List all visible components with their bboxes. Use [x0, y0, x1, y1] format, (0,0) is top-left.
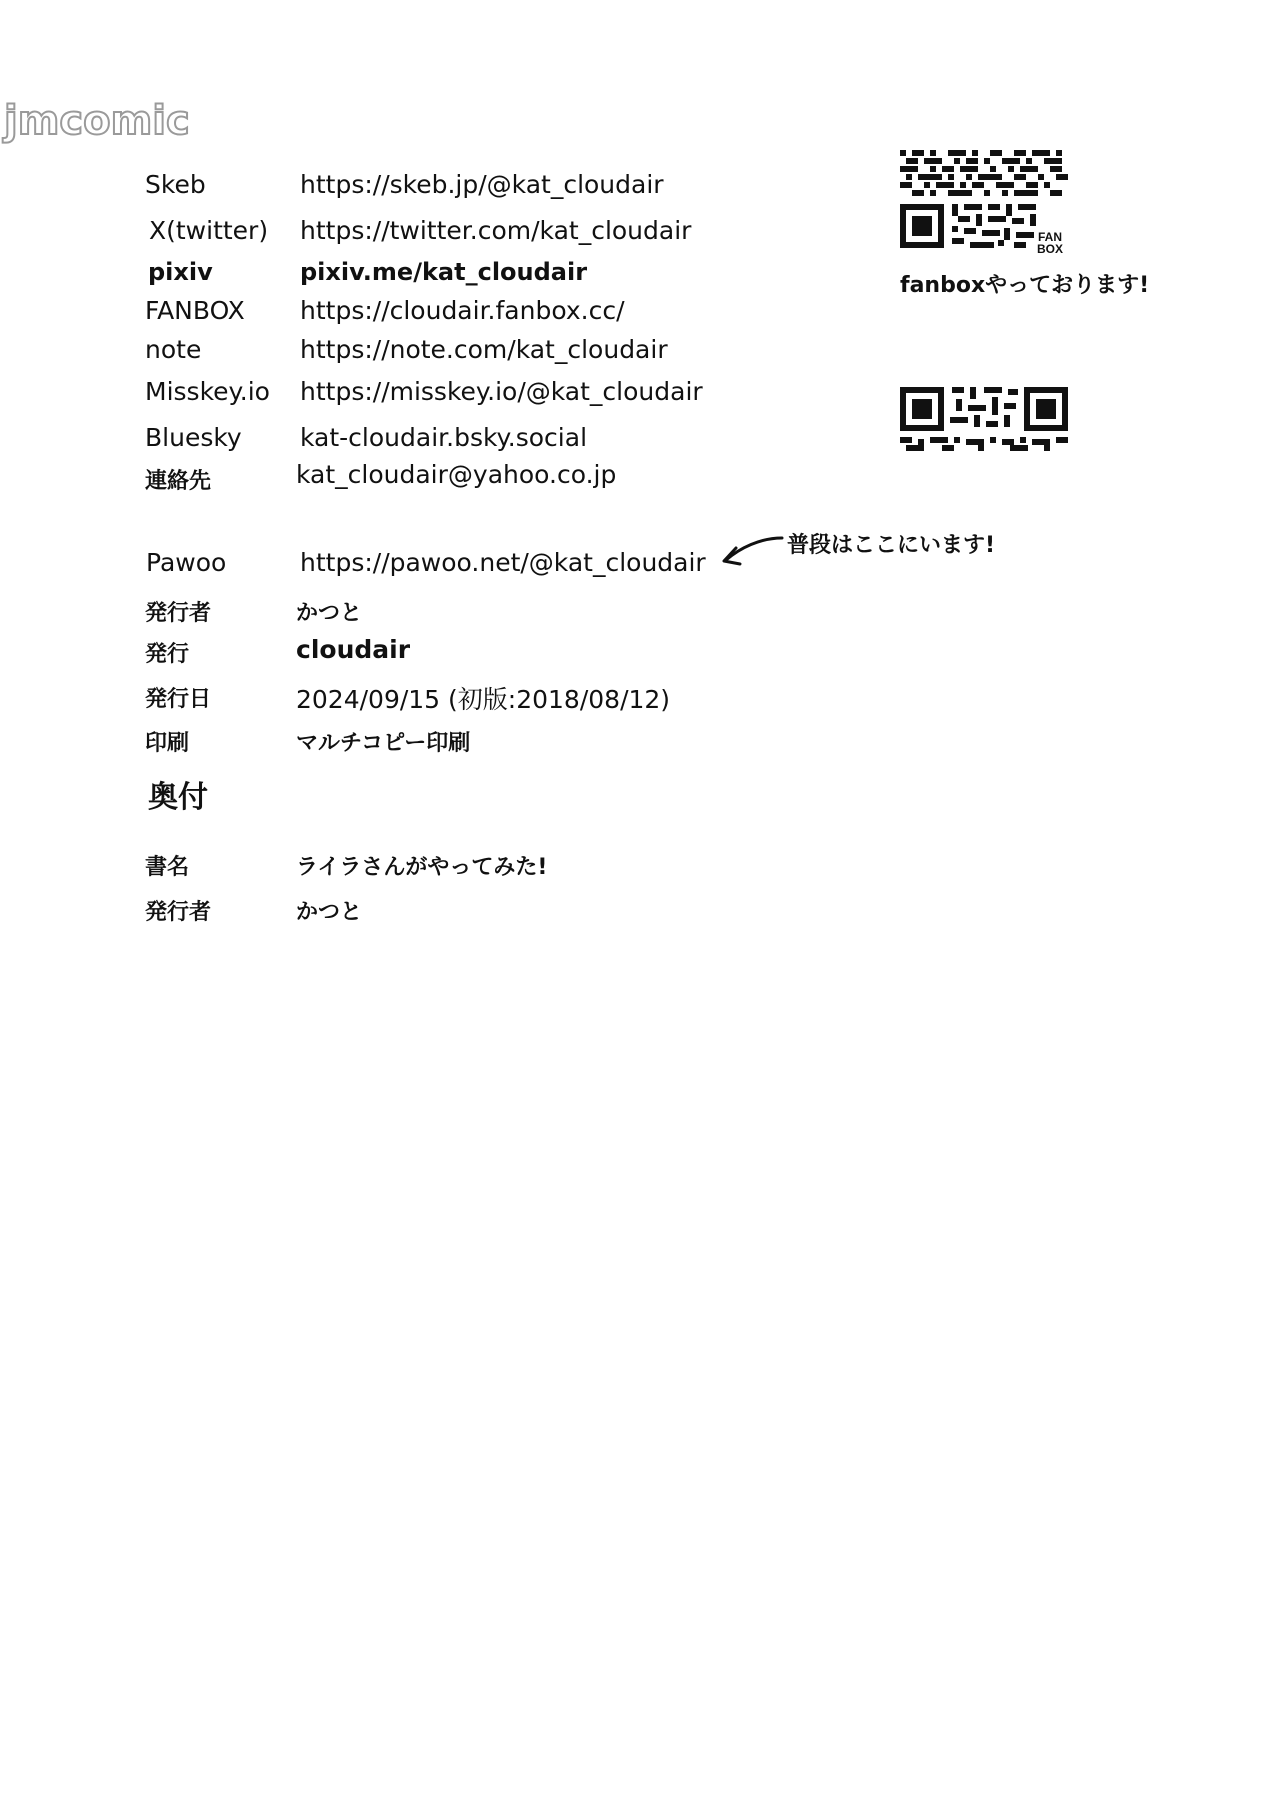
link-label: Misskey.io [145, 377, 270, 406]
fanbox-badge-line2: BOX [1036, 242, 1064, 256]
link-value: https://misskey.io/@kat_cloudair [300, 377, 703, 406]
link-value: kat_cloudair@yahoo.co.jp [296, 460, 617, 489]
link-value: https://note.com/kat_cloudair [300, 335, 668, 364]
colophon-heading: 奥付 [148, 780, 208, 815]
colophon-label: 発行日 [145, 687, 212, 712]
link-label: 連絡先 [145, 469, 212, 494]
link-value: pixiv.me/kat_cloudair [300, 258, 588, 286]
colophon-row-author-clipped [0, 895, 700, 925]
link-label: Skeb [145, 170, 206, 199]
colophon-label: 書名 [145, 855, 190, 880]
colophon-value: ライラさんがやってみた! [296, 855, 548, 880]
colophon-label: 発行者 [145, 900, 212, 925]
link-label: Bluesky [145, 423, 242, 452]
link-value: かつと [296, 601, 363, 626]
colophon-value: マルチコピー印刷 [296, 731, 471, 756]
link-row-author-clipped [0, 596, 700, 626]
colophon-value: cloudair [296, 635, 411, 664]
link-value: https://skeb.jp/@kat_cloudair [300, 170, 664, 199]
link-row-fanbox [0, 296, 700, 325]
link-label: note [145, 335, 202, 364]
colophon-label: 印刷 [145, 731, 190, 756]
link-label: X(twitter) [149, 216, 269, 245]
link-label: FANBOX [145, 296, 245, 325]
link-label: 発行者 [145, 601, 212, 626]
fanbox-note: fanboxやっております! [900, 273, 1150, 298]
colophon-value: かつと [296, 900, 363, 925]
fanbox-badge-line1: FAN [1038, 230, 1062, 244]
fanbox-qr-code [900, 150, 1068, 256]
link-value: https://cloudair.fanbox.cc/ [300, 296, 625, 325]
qr-code-icon [900, 150, 1068, 256]
link-value: https://pawoo.net/@kat_cloudair [300, 548, 706, 577]
qr-code-icon [900, 387, 1068, 451]
link-label: pixiv [148, 258, 213, 286]
second-qr-code [900, 387, 1068, 451]
colophon-label: 発行 [145, 642, 190, 667]
link-label: Pawoo [146, 548, 227, 577]
colophon-value: 2024/09/15 (初版:2018/08/12) [296, 685, 671, 714]
pawoo-note: 普段はここにいます! [787, 533, 996, 558]
watermark-logo: jmcomic [4, 98, 190, 144]
link-value: kat-cloudair.bsky.social [300, 423, 588, 452]
link-value: https://twitter.com/kat_cloudair [300, 216, 692, 245]
arrow-icon [720, 530, 784, 570]
